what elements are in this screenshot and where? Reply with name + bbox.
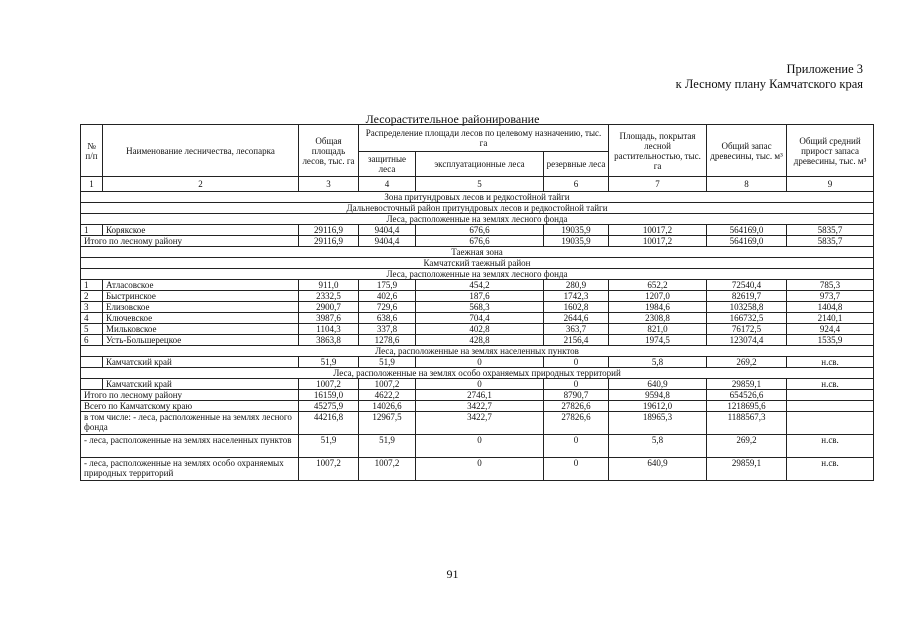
row-value: 8790,7 [544,390,609,401]
row-value: 269,2 [707,357,787,368]
forest-zoning-table [80,124,874,481]
row-value: 1974,5 [609,335,707,346]
row-value: 402,6 [359,291,416,302]
section-row [81,214,874,225]
row-name: в том числе: - леса, расположенные на землях лесного фонда [81,412,299,435]
row-name: Всего по Камчатскому краю [81,401,299,412]
row-value: 1007,2 [359,379,416,390]
section-row [81,346,874,357]
section-title: Зона притундровых лесов и редкостойной тайги [81,192,874,203]
row-value: 2900,7 [299,302,359,313]
row-value: 973,7 [787,291,874,302]
row-value: 45275,9 [299,401,359,412]
row-value: 704,4 [416,313,544,324]
row-value: 654526,6 [707,390,787,401]
row-name: Ключевское [103,313,299,324]
row-name: Камчатский край [103,379,299,390]
appendix-line-1: Приложение 3 [786,62,863,76]
column-number: 4 [359,177,416,192]
row-value: 5,8 [609,435,707,458]
row-value: 29116,9 [299,225,359,236]
total-row [81,236,874,247]
row-value: 19035,9 [544,236,609,247]
table-row [81,280,874,291]
column-number: 2 [103,177,299,192]
header-reserve: резервные леса [544,152,609,177]
section-title: Леса, расположенные на землях лесного фонда [81,214,874,225]
row-value: 640,9 [609,379,707,390]
row-value: 0 [544,435,609,458]
header-name: Наименование лесничества, лесопарка [103,125,299,177]
header-growth: Общий средний прирост запаса древесины, тыс. м³ [787,125,874,177]
header-stock: Общий запас древесины, тыс. м³ [707,125,787,177]
total-row [81,412,874,435]
row-value: 76172,5 [707,324,787,335]
row-value: 0 [544,458,609,481]
row-value: 5,8 [609,357,707,368]
header-column-numbers [81,177,874,192]
table-row [81,225,874,236]
row-value: 103258,8 [707,302,787,313]
column-number: 8 [707,177,787,192]
table-row [81,324,874,335]
total-row [81,390,874,401]
row-value: 785,3 [787,280,874,291]
total-row [81,458,874,481]
row-value: 454,2 [416,280,544,291]
row-value: 1207,0 [609,291,707,302]
row-value: 0 [416,458,544,481]
header-protective: защитные леса [359,152,416,177]
row-value: 10017,2 [609,236,707,247]
row-name: Атласовское [103,280,299,291]
table-body [81,192,874,481]
row-number: 1 [81,225,103,236]
row-value: 51,9 [359,435,416,458]
table-row [81,313,874,324]
column-number: 9 [787,177,874,192]
section-title: Леса, расположенные на землях населенных пунктов [81,346,874,357]
row-value: 1007,2 [299,458,359,481]
row-value: 1007,2 [359,458,416,481]
row-value: 652,2 [609,280,707,291]
row-number: 4 [81,313,103,324]
section-title: Камчатский таежный район [81,258,874,269]
row-value: 0 [544,357,609,368]
row-name: - леса, расположенные на землях населенных пунктов [81,435,299,458]
row-number: 2 [81,291,103,302]
row-value: 676,6 [416,225,544,236]
row-value: 2644,6 [544,313,609,324]
row-value: 9404,4 [359,225,416,236]
row-value: 9404,4 [359,236,416,247]
row-value: 29116,9 [299,236,359,247]
row-value: 1602,8 [544,302,609,313]
column-number: 3 [299,177,359,192]
row-value: 564169,0 [707,236,787,247]
row-value: 0 [416,357,544,368]
row-value: 337,8 [359,324,416,335]
row-value: 18965,3 [609,412,707,435]
column-number: 6 [544,177,609,192]
row-value: 19035,9 [544,225,609,236]
section-title: Леса, расположенные на землях лесного фонда [81,269,874,280]
row-value: 29859,1 [707,458,787,481]
section-row [81,192,874,203]
row-value: 2746,1 [416,390,544,401]
row-value: 51,9 [299,357,359,368]
row-value: 280,9 [544,280,609,291]
row-value: н.св. [787,435,874,458]
row-value: 1535,9 [787,335,874,346]
row-value: 5835,7 [787,236,874,247]
row-name: Корякское [103,225,299,236]
row-value: 10017,2 [609,225,707,236]
row-value: 5835,7 [787,225,874,236]
section-row [81,258,874,269]
row-name: Усть-Большерецкое [103,335,299,346]
row-value: 564169,0 [707,225,787,236]
row-value [787,390,874,401]
row-value: 3422,7 [416,401,544,412]
row-number: 5 [81,324,103,335]
row-value: 44216,8 [299,412,359,435]
row-value: 2156,4 [544,335,609,346]
row-value: 3422,7 [416,412,544,435]
row-value: 4622,2 [359,390,416,401]
row-value [787,401,874,412]
appendix-line-2: к Лесному плану Камчатского края [675,77,863,91]
row-number [81,379,103,390]
row-value: 0 [416,379,544,390]
row-value: н.св. [787,379,874,390]
row-value: 175,9 [359,280,416,291]
row-value: 1218695,6 [707,401,787,412]
column-number: 5 [416,177,544,192]
row-value: 676,6 [416,236,544,247]
row-value: 1984,6 [609,302,707,313]
row-value: 821,0 [609,324,707,335]
row-value: 2308,8 [609,313,707,324]
row-name: Елизовское [103,302,299,313]
row-number [81,357,103,368]
header-forest-covered: Площадь, покрытая лесной растительностью, тыс. га [609,125,707,177]
header-distribution: Распределение площади лесов по целевому назначению, тыс. га [359,125,609,152]
row-number: 3 [81,302,103,313]
table-row [81,335,874,346]
section-row [81,368,874,379]
row-value: н.св. [787,458,874,481]
row-value: 27826,6 [544,412,609,435]
row-value: 402,8 [416,324,544,335]
row-value: 16159,0 [299,390,359,401]
row-value: 1742,3 [544,291,609,302]
header-total-area: Общая площадь лесов, тыс. га [299,125,359,177]
row-value: 568,3 [416,302,544,313]
row-value: 19612,0 [609,401,707,412]
row-value: 12967,5 [359,412,416,435]
table-row [81,379,874,390]
row-value: 638,6 [359,313,416,324]
column-number: 1 [81,177,103,192]
row-value: 187,6 [416,291,544,302]
row-value: 924,4 [787,324,874,335]
row-value: 51,9 [359,357,416,368]
row-value: 911,0 [299,280,359,291]
row-value: 729,6 [359,302,416,313]
row-value: 82619,7 [707,291,787,302]
header-exploitation: эксплуатационные леса [416,152,544,177]
row-value: 166732,5 [707,313,787,324]
row-value: 14026,6 [359,401,416,412]
row-value: 2332,5 [299,291,359,302]
section-row [81,203,874,214]
row-value: н.св. [787,357,874,368]
row-value: 640,9 [609,458,707,481]
row-number: 6 [81,335,103,346]
section-title: Дальневосточный район притундровых лесов и редкостойной тайги [81,203,874,214]
row-value: 27826,6 [544,401,609,412]
row-value: 363,7 [544,324,609,335]
row-name: Мильковское [103,324,299,335]
row-value: 1404,8 [787,302,874,313]
row-name: Итого по лесному району [81,390,299,401]
row-value [787,412,874,435]
row-value: 428,8 [416,335,544,346]
column-number: 7 [609,177,707,192]
table-row [81,291,874,302]
row-name: Камчатский край [103,357,299,368]
table-row [81,302,874,313]
section-row [81,269,874,280]
table-row [81,357,874,368]
section-row [81,247,874,258]
row-value: 51,9 [299,435,359,458]
row-value: 1007,2 [299,379,359,390]
row-name: Быстринское [103,291,299,302]
row-name: - леса, расположенные на землях особо охраняемых природных территорий [81,458,299,481]
section-title: Таежная зона [81,247,874,258]
row-number: 1 [81,280,103,291]
row-value: 9594,8 [609,390,707,401]
row-value: 269,2 [707,435,787,458]
section-title: Леса, расположенные на землях особо охраняемых природных территорий [81,368,874,379]
row-value: 0 [416,435,544,458]
header-num: № п/п [81,125,103,177]
row-value: 29859,1 [707,379,787,390]
total-row [81,401,874,412]
row-value: 72540,4 [707,280,787,291]
row-value: 0 [544,379,609,390]
row-value: 2140,1 [787,313,874,324]
total-row [81,435,874,458]
row-value: 1188567,3 [707,412,787,435]
row-value: 1278,6 [359,335,416,346]
row-value: 123074,4 [707,335,787,346]
appendix-caption [676,62,863,92]
document-title: Лесорастительное районирование [365,112,540,126]
page-number: 91 [446,567,459,581]
row-name: Итого по лесному району [81,236,299,247]
row-value: 3863,8 [299,335,359,346]
row-value: 3987,6 [299,313,359,324]
row-value: 1104,3 [299,324,359,335]
